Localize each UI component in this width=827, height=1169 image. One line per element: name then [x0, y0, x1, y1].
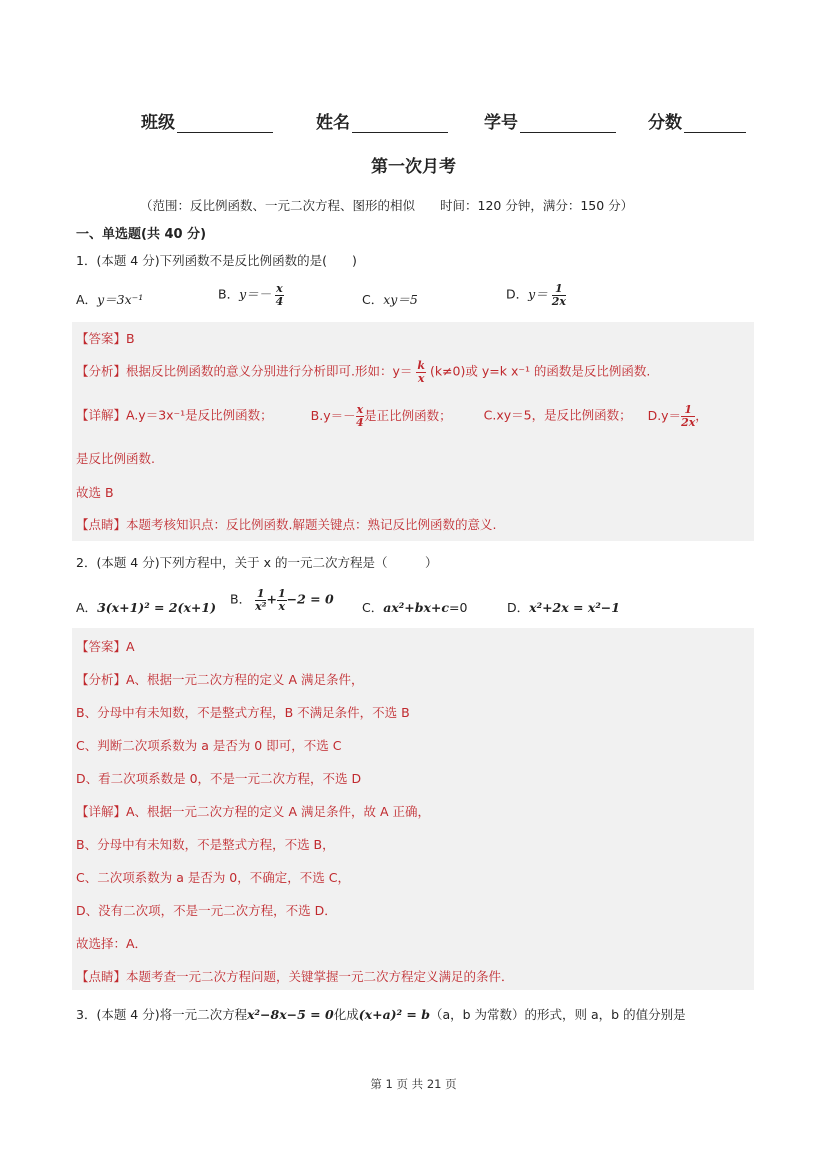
q3-target-form: (x+a)² = b — [358, 1007, 430, 1022]
q2-comment: 【点睛】本题考查一元二次方程问题，关键掌握一元二次方程定义满足的条件． — [76, 969, 514, 984]
q1-analysis-fraction: $\frac{k}{x}$ — [417, 359, 425, 385]
name-label: 姓名 — [316, 113, 350, 133]
q2-option-b: B． $\frac{1}{\text{x²}}$ + $\frac{1}{x}$ −2 = 0 — [230, 587, 334, 613]
q1-options — [76, 283, 756, 319]
q2-solution-box — [72, 628, 754, 990]
q2-analysis-line-4: D、看二次项系数是 0，不是一元二次方程，不选 D — [76, 771, 362, 786]
q1-answer: 【答案】B — [76, 331, 135, 346]
class-field — [141, 108, 273, 133]
q2-choose: 故选择：A． — [76, 936, 148, 951]
q1-detail-c: C.xy＝5，是反比例函数； — [483, 407, 632, 423]
q2-analysis-line-2: B、分母中有未知数，不是整式方程，B 不满足条件，不选 B — [76, 705, 410, 720]
q1-option-d-fraction: $\frac{1}{2x}$ — [551, 282, 566, 308]
name-blank — [352, 112, 448, 133]
q2-option-c: C．ax²+bx+c=0 — [362, 600, 468, 615]
section-heading: 一、单选题(共 40 分) — [76, 227, 207, 242]
q1-detail — [76, 404, 756, 428]
q1-choose: 故选 B — [76, 485, 114, 500]
page-title: 第一次月考 — [371, 157, 456, 177]
q1-option-c: C．xy＝5 — [362, 292, 418, 307]
exam-scope: （范围：反比例函数、一元二次方程、图形的相似 时间：120 分钟，满分：150 分） — [140, 198, 634, 213]
number-label: 学号 — [484, 113, 518, 133]
q2-detail-line-3: C、二次项系数为 a 是否为 0，不确定，不选 C， — [76, 870, 350, 885]
score-blank — [684, 112, 746, 133]
number-blank — [520, 112, 616, 133]
q1-option-b-fraction: $\frac{x}{4}$ — [275, 282, 284, 308]
q1-solution-box — [72, 322, 754, 541]
q3-stem: 3．(本题 4 分)将一元二次方程x²−8x−5 = 0化成(x+a)² = b（a，b 为常数）的形式，则 a，b 的值分别是 — [76, 1007, 686, 1022]
q1-analysis: 【分析】根据反比例函数的意义分别进行分析即可.形如：y＝ $\frac{k}{x}$ (k≠0)或 y=k x⁻¹ 的函数是反比例函数. — [76, 359, 651, 385]
q2-option-a: A．3(x+1)² = 2(x+1) — [76, 600, 217, 615]
q1-detail-b: B.y＝－ $\frac{x}{4}$ 是正比例函数； — [310, 403, 452, 429]
q1-detail-end: 是反比例函数. — [76, 451, 155, 466]
page-footer: 第 1 页 共 21 页 — [370, 1077, 457, 1091]
q2-detail-line-2: B、分母中有未知数，不是整式方程，不选 B， — [76, 837, 335, 852]
q2-answer: 【答案】A — [76, 639, 135, 654]
score-label: 分数 — [648, 113, 682, 133]
q1-detail-d: D.y＝ $\frac{1}{2x}$ ， — [647, 403, 708, 429]
q1-comment: 【点睛】本题考核知识点：反比例函数.解题关键点：熟记反比例函数的意义. — [76, 517, 497, 532]
class-blank — [177, 112, 273, 133]
q2-option-d: D．x²+2x = x²−1 — [507, 600, 620, 615]
q2-detail-line-4: D、没有二次项，不是一元二次方程，不选 D． — [76, 903, 337, 918]
q1-option-d: D．y＝ $\frac{1}{2x}$ — [506, 282, 566, 308]
q3-equation: x²−8x−5 = 0 — [247, 1007, 334, 1022]
q2-detail-line-1: 【详解】A、根据一元二次方程的定义 A 满足条件，故 A 正确， — [76, 804, 431, 819]
score-field — [648, 108, 746, 133]
q2-analysis-line-1: 【分析】A、根据一元二次方程的定义 A 满足条件， — [76, 672, 364, 687]
q2-stem: 2．(本题 4 分)下列方程中，关于 x 的一元二次方程是（ ） — [76, 555, 438, 570]
q1-option-a: A．y＝3x⁻¹ — [76, 292, 144, 307]
number-field — [484, 108, 616, 133]
name-field — [316, 108, 448, 133]
q2-analysis-line-3: C、判断二次项系数为 a 是否为 0 即可，不选 C — [76, 738, 342, 753]
class-label: 班级 — [141, 113, 175, 133]
q1-option-b: B．y＝－ $\frac{x}{4}$ — [218, 282, 284, 308]
q2-options — [76, 588, 756, 624]
q1-detail-a: 【详解】A.y＝3x⁻¹是反比例函数； — [76, 407, 273, 423]
q1-stem: 1．(本题 4 分)下列函数不是反比例函数的是( ) — [76, 253, 357, 268]
